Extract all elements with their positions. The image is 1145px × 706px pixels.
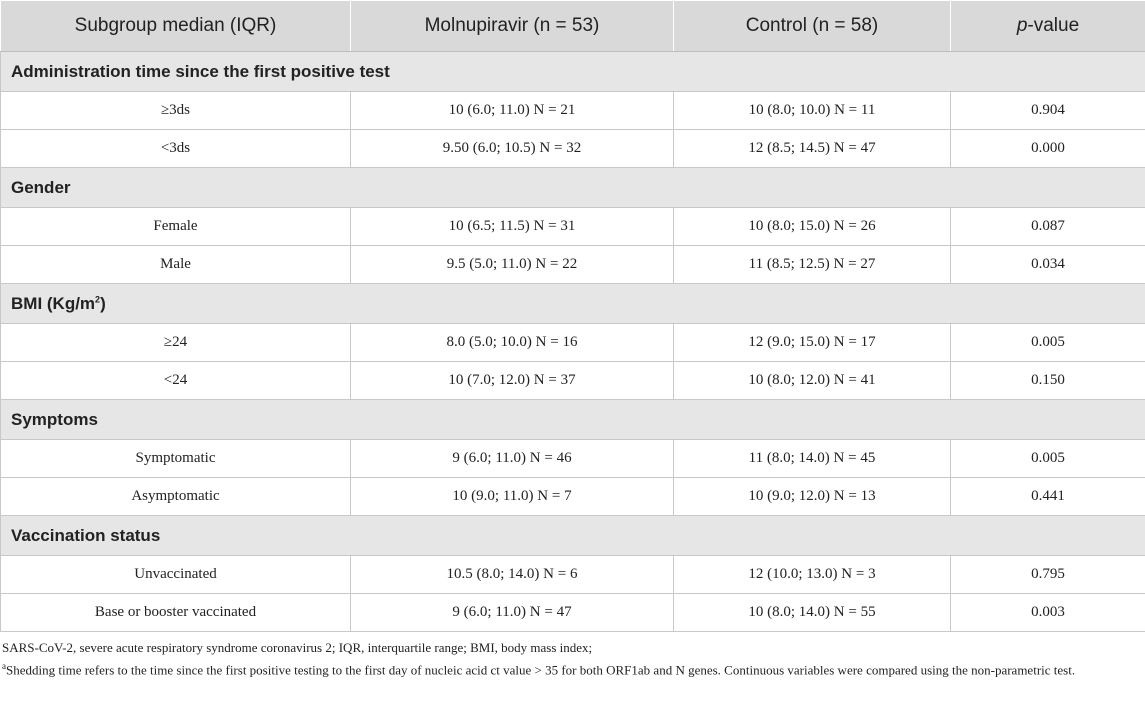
group-header-row xyxy=(1,516,1145,556)
table-row xyxy=(1,478,1145,516)
table-row xyxy=(1,556,1145,594)
cell-subgroup: Unvaccinated xyxy=(1,556,351,594)
table-row xyxy=(1,208,1145,246)
cell-control: 12 (9.0; 15.0) N = 17 xyxy=(674,324,951,362)
cell-molnupiravir: 9.50 (6.0; 10.5) N = 32 xyxy=(351,130,674,168)
cell-p-value: 0.034 xyxy=(951,246,1145,284)
cell-control: 10 (8.0; 12.0) N = 41 xyxy=(674,362,951,400)
cell-control: 12 (8.5; 14.5) N = 47 xyxy=(674,130,951,168)
table-row xyxy=(1,130,1145,168)
group-title: Gender xyxy=(1,168,1145,208)
cell-molnupiravir: 10.5 (8.0; 14.0) N = 6 xyxy=(351,556,674,594)
cell-molnupiravir: 10 (9.0; 11.0) N = 7 xyxy=(351,478,674,516)
group-title: BMI $(Kg/m^2)$ xyxy=(1,284,1145,324)
cell-subgroup: <3ds xyxy=(1,130,351,168)
cell-control: 10 (8.0; 15.0) N = 26 xyxy=(674,208,951,246)
table-row xyxy=(1,362,1145,400)
cell-subgroup: Symptomatic xyxy=(1,440,351,478)
cell-molnupiravir: 9.5 (5.0; 11.0) N = 22 xyxy=(351,246,674,284)
cell-molnupiravir: 10 (7.0; 12.0) N = 37 xyxy=(351,362,674,400)
cell-subgroup: Male xyxy=(1,246,351,284)
cell-control: 10 (8.0; 10.0) N = 11 xyxy=(674,92,951,130)
cell-subgroup: Base or booster vaccinated xyxy=(1,594,351,632)
footnote-shedding: $^a$Shedding time refers to the time since the first positive testing to the first day of nucleic acid ct value > 35 for both ORF1ab and N genes. Continuous variables were compared using the non-parametric test. xyxy=(2,661,1076,678)
header-control: Control (n = 58) xyxy=(674,1,951,52)
cell-p-value: 0.795 xyxy=(951,556,1145,594)
group-title: Vaccination status xyxy=(1,516,1145,556)
cell-control: 12 (10.0; 13.0) N = 3 xyxy=(674,556,951,594)
cell-p-value: 0.000 xyxy=(951,130,1145,168)
group-title: Symptoms xyxy=(1,400,1145,440)
group-title: Administration time since the first positive test xyxy=(1,52,1145,92)
header-row xyxy=(1,1,1145,52)
header-subgroup: Subgroup median (IQR) xyxy=(1,1,351,52)
table-footnotes xyxy=(0,632,1145,679)
cell-control: 10 (8.0; 14.0) N = 55 xyxy=(674,594,951,632)
cell-p-value: 0.150 xyxy=(951,362,1145,400)
cell-subgroup: Asymptomatic xyxy=(1,478,351,516)
group-header-row xyxy=(1,400,1145,440)
cell-p-value: 0.441 xyxy=(951,478,1145,516)
table-row xyxy=(1,440,1145,478)
cell-p-value: 0.005 xyxy=(951,440,1145,478)
table-row xyxy=(1,92,1145,130)
footnote-abbreviations: SARS-CoV-2, severe acute respiratory syndrome coronavirus 2; IQR, interquartile range; BMI, body mass index; xyxy=(2,640,593,655)
cell-subgroup: Female xyxy=(1,208,351,246)
cell-p-value: 0.005 xyxy=(951,324,1145,362)
cell-molnupiravir: 9 (6.0; 11.0) N = 47 xyxy=(351,594,674,632)
cell-p-value: 0.904 xyxy=(951,92,1145,130)
cell-p-value: 0.003 xyxy=(951,594,1145,632)
cell-p-value: 0.087 xyxy=(951,208,1145,246)
group-header-row xyxy=(1,168,1145,208)
cell-control: 10 (9.0; 12.0) N = 13 xyxy=(674,478,951,516)
header-p-value: p-value xyxy=(951,1,1145,52)
cell-molnupiravir: 10 (6.5; 11.5) N = 31 xyxy=(351,208,674,246)
group-header-row xyxy=(1,52,1145,92)
cell-subgroup: <24 xyxy=(1,362,351,400)
table-row xyxy=(1,594,1145,632)
cell-subgroup: ≥3ds xyxy=(1,92,351,130)
cell-molnupiravir: 8.0 (5.0; 10.0) N = 16 xyxy=(351,324,674,362)
table-row xyxy=(1,324,1145,362)
cell-control: 11 (8.0; 14.0) N = 45 xyxy=(674,440,951,478)
cell-molnupiravir: 10 (6.0; 11.0) N = 21 xyxy=(351,92,674,130)
header-molnupiravir: Molnupiravir (n = 53) xyxy=(351,1,674,52)
table-row xyxy=(1,246,1145,284)
group-header-row xyxy=(1,284,1145,324)
cell-molnupiravir: 9 (6.0; 11.0) N = 46 xyxy=(351,440,674,478)
cell-subgroup: ≥24 xyxy=(1,324,351,362)
cell-control: 11 (8.5; 12.5) N = 27 xyxy=(674,246,951,284)
